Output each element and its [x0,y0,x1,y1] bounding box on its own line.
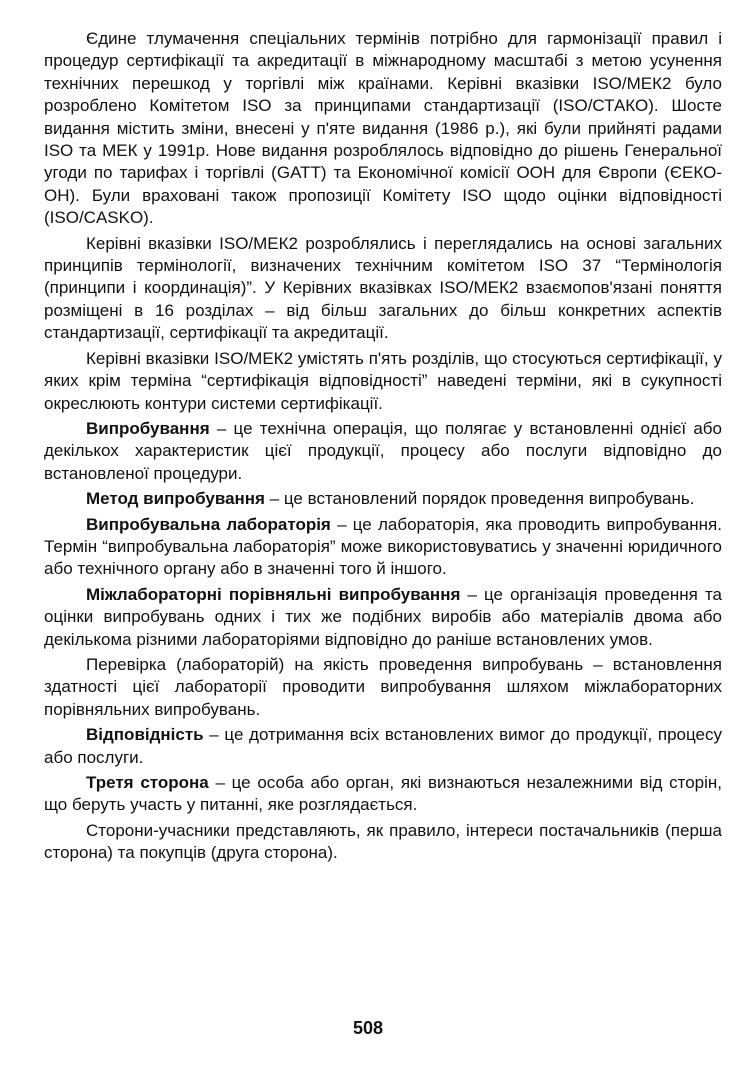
definition-text: – це особа або орган, які визнаються незалежними від сторін, що беруть участь у питанні, яке розглядається. [44,773,722,815]
definition-text: – це технічна операція, що полягає у встановленні однієї або декількох характеристик цієї продукції, процесу або послуги відповідно до встановленої процедури. [44,418,722,483]
definition-text: – це встановлений порядок проведення випробувань. [264,489,695,509]
definition-term: Метод випробування [86,489,265,509]
definition-testing [44,418,722,485]
definition-conformity [44,724,722,769]
definition-third-party [44,772,722,817]
paragraph-parties [44,820,722,865]
definition-term: Відповідність [86,725,204,745]
definition-term: Випробування [86,418,210,438]
definition-text: – це організація проведення та оцінки випробувань одних і тих же подібних виробів або матеріалів двома або декількома різними лабораторіями відповідно до раніше встановлених умов. [44,584,723,649]
definition-text: – це дотримання всіх встановлених вимог до продукції, процесу або послуги. [44,725,722,767]
paragraph-proficiency-testing [44,654,722,721]
definition-interlaboratory-tests [44,584,722,651]
page-number: 508 [352,1018,384,1038]
paragraph-text: Єдине тлумачення спеціальних термінів потрібно для гармонізації правил і процедур сертифікації та акредитації в міжнародному масштабі з метою усунення технічних перешкод у торгівлі між країнами. Керівні вказівки ISO/МЕК2 було розроблено Комітетом ISO за принципами стандартизації (ISO/СТАКО). Шосте видання містить зміни, внесені у п'яте видання (1986 р.), які були прийняті радами ISO та МЕК у 1991р. Нове видання розроблялось відповідно до рішень Генеральної угоди по тарифах і торгівлі (GATT) та Економічної комісії ООН для Європи (ЄЕКО-ОН). Були враховані також пропозиції Комітету ISO щодо оцінки відповідності (ISO/CASKO). [44,29,722,228]
definition-testing-laboratory [44,514,722,581]
definition-term: Третя сторона [86,773,209,792]
paragraph-text: Сторони-учасники представляють, як правило, інтереси постачальників (перша сторона) та покупців (друга сторона). [44,820,722,863]
paragraph-text: Перевірка (лабораторій) на якість проведення випробувань – встановлення здатності цієї лабораторії проводити випробування шляхом міжлабораторних порівняльних випробувань. [44,654,722,719]
paragraph-intro [44,28,722,230]
paragraph-guidelines [44,233,722,345]
definition-term: Міжлабораторні порівняльні випробування [86,584,461,604]
paragraph-sections [44,348,722,415]
definition-test-method [44,488,722,510]
paragraph-text: Керівні вказівки ISO/МЕК2 умістять п'ять розділів, що стосуються сертифікації, у яких крім терміна “сертифікація відповідності” наведені терміни, які в сукупності окреслюють контури системи сертифікації. [44,348,722,413]
definition-text: – це лабораторія, яка проводить випробування. Термін “випробувальна лабораторія” може використовуватись у значенні юридичного або технічного органу або в значенні того й іншого. [44,514,722,579]
definition-term: Випробувальна лабораторія [86,514,331,534]
paragraph-text: Керівні вказівки ISO/МЕК2 розроблялись і переглядались на основі загальних принципів термінології, визначених технічним комітетом ISO 37 “Термінологія (принципи і координація)”. У Керівних вказівках ISO/МЕК2 взаємопов'язані поняття розміщені в 16 розділах – від більш загальних до більш конкретних аспектів стандартизації, сертифікації та акредитації. [44,233,722,343]
